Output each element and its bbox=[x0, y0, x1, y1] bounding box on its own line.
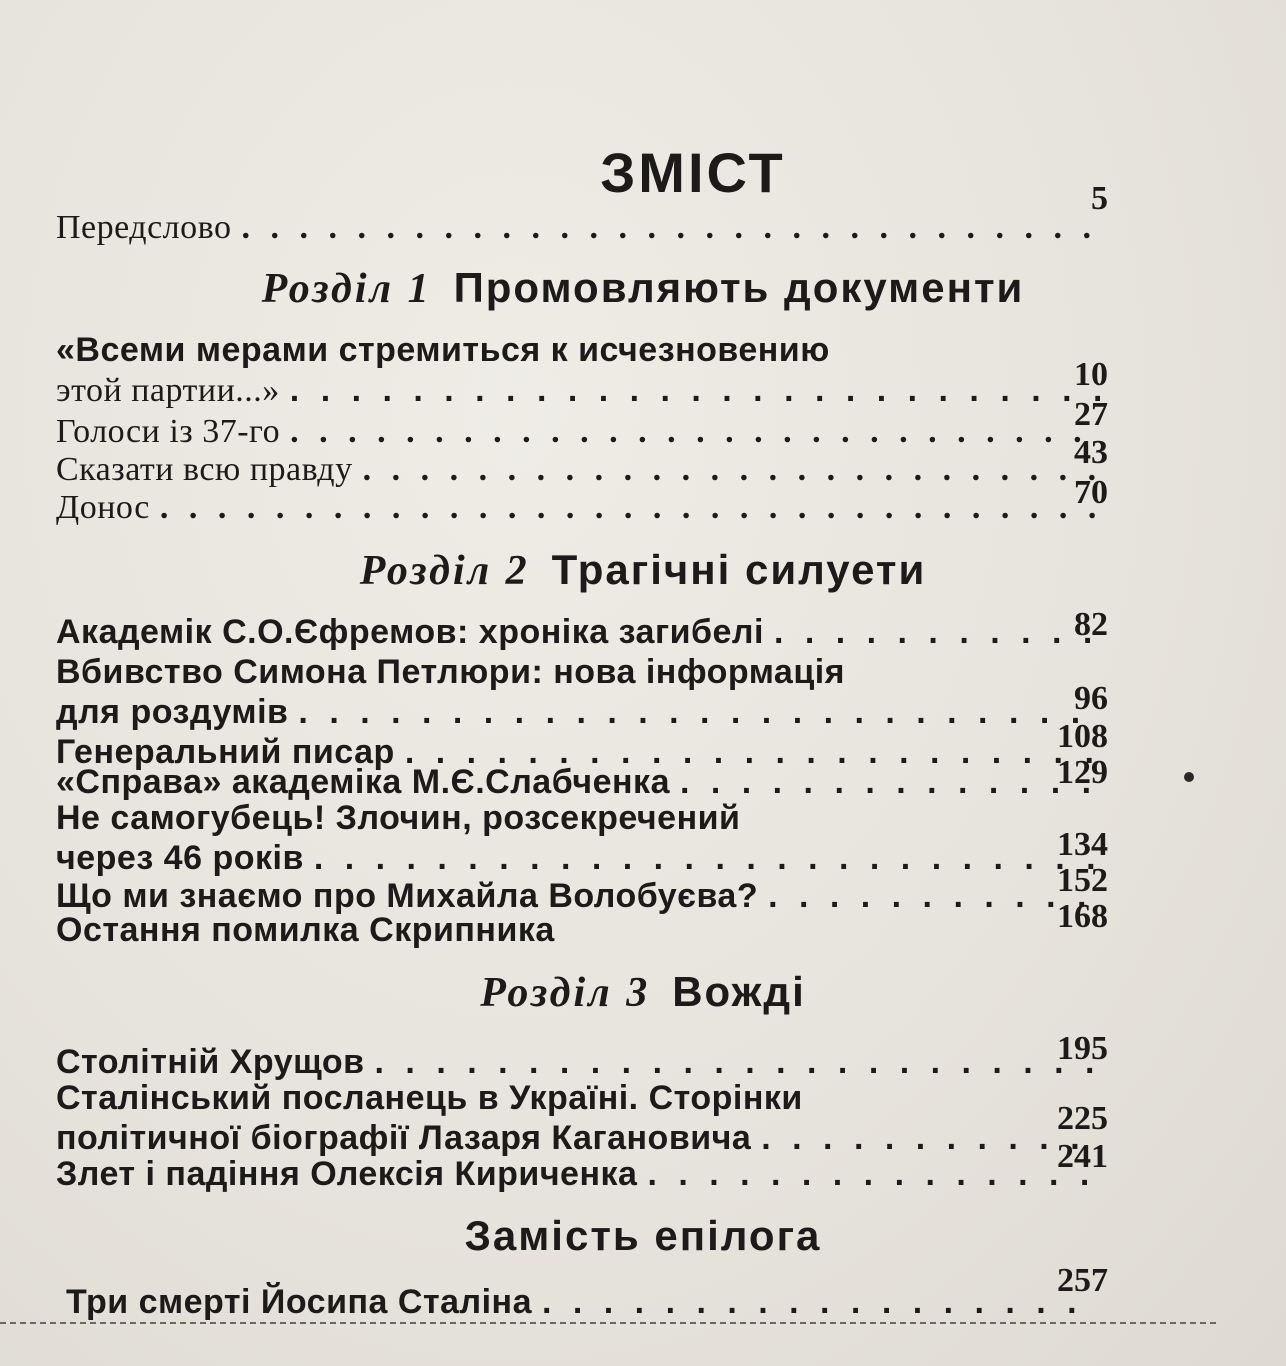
toc-entry bbox=[56, 652, 1110, 732]
page-number: 225 bbox=[1057, 1100, 1108, 1137]
entry-label: Генеральний писар bbox=[56, 733, 395, 771]
page-title: ЗМІСТ bbox=[600, 141, 786, 204]
entry-label: Столітній Хрущов bbox=[56, 1043, 365, 1081]
toc-entry bbox=[56, 762, 1110, 802]
toc-entry-preface bbox=[56, 208, 1110, 248]
dashed-rule bbox=[0, 1322, 1216, 1324]
section-heading-2 bbox=[0, 546, 1286, 595]
entry-label: Злет і падіння Олексія Кириченка bbox=[56, 1155, 638, 1193]
entry-label: Остання помилка Скрипника bbox=[56, 911, 555, 949]
entry-label: Голоси із 37-го bbox=[56, 413, 281, 450]
entry-label: Вбивство Симона Петлюри: нова інформація bbox=[56, 653, 846, 691]
entry-label-cont: для роздумів bbox=[56, 693, 289, 731]
page-number: 70 bbox=[1074, 474, 1108, 511]
section-heading-epilogue bbox=[0, 1212, 1286, 1260]
page-number: 10 bbox=[1074, 356, 1108, 393]
entry-label: Передслово bbox=[56, 209, 232, 246]
toc-entry bbox=[56, 612, 1110, 652]
page-number: 152 bbox=[1057, 862, 1108, 899]
page-number: 43 bbox=[1074, 434, 1108, 471]
page-number: 134 bbox=[1057, 826, 1108, 863]
section-name: Замість епілога bbox=[464, 1212, 822, 1259]
entry-label-cont: політичної біографії Лазаря Кагановича bbox=[56, 1119, 752, 1157]
section-number: Розділ 3 bbox=[480, 970, 651, 1016]
entry-label: Що ми знаємо про Михайла Волобуєва? bbox=[56, 877, 759, 915]
entry-label-cont: этой партии...» bbox=[56, 372, 280, 409]
section-number: Розділ 2 bbox=[359, 548, 530, 594]
entry-label: «Справа» академіка М.Є.Слабченка bbox=[56, 763, 670, 801]
toc-entry bbox=[56, 1078, 1110, 1158]
page-number: 108 bbox=[1057, 718, 1108, 755]
toc-entry bbox=[56, 330, 1110, 411]
section-heading-3 bbox=[0, 968, 1286, 1017]
stray-dot bbox=[1184, 772, 1194, 782]
section-name: Трагічні силуети bbox=[551, 546, 927, 593]
page-number: 168 bbox=[1057, 898, 1108, 935]
page-number: 27 bbox=[1074, 396, 1108, 433]
toc-entry bbox=[56, 450, 1110, 490]
section-name: Вожді bbox=[672, 968, 806, 1015]
toc-entry bbox=[56, 1154, 1110, 1194]
page-number: 257 bbox=[1057, 1262, 1108, 1299]
page-number: 82 bbox=[1074, 606, 1108, 643]
section-name: Промовляють документи bbox=[453, 264, 1025, 311]
section-heading-1 bbox=[0, 264, 1286, 313]
entry-label: Не самогубець! Злочин, розсекречений bbox=[56, 799, 741, 837]
entry-label: «Всеми мерами стремиться к исчезновению bbox=[56, 331, 830, 369]
section-number: Розділ 1 bbox=[261, 266, 432, 312]
page-number: 241 bbox=[1057, 1138, 1108, 1175]
entry-label: Сказати всю правду bbox=[56, 451, 353, 488]
entry-label: Сталінський посланець в Україні. Сторінки bbox=[56, 1079, 803, 1117]
entry-label: Академік С.О.Єфремов: хроніка загибелі bbox=[56, 613, 764, 651]
entry-label: Донос bbox=[56, 489, 150, 526]
toc-entry bbox=[56, 488, 1110, 528]
page-number: 96 bbox=[1074, 680, 1108, 717]
entry-label-cont: через 46 років bbox=[56, 839, 304, 877]
page-number: 195 bbox=[1057, 1030, 1108, 1067]
toc-entry bbox=[56, 798, 1110, 878]
toc-entry bbox=[56, 412, 1110, 452]
toc-entry bbox=[56, 910, 1110, 950]
page-number: 129 bbox=[1057, 754, 1108, 791]
toc-entry bbox=[56, 1042, 1110, 1082]
entry-label: Три смерті Йосипа Сталіна bbox=[66, 1283, 532, 1321]
toc-entry bbox=[66, 1282, 1110, 1322]
page-number: 5 bbox=[1091, 180, 1108, 217]
